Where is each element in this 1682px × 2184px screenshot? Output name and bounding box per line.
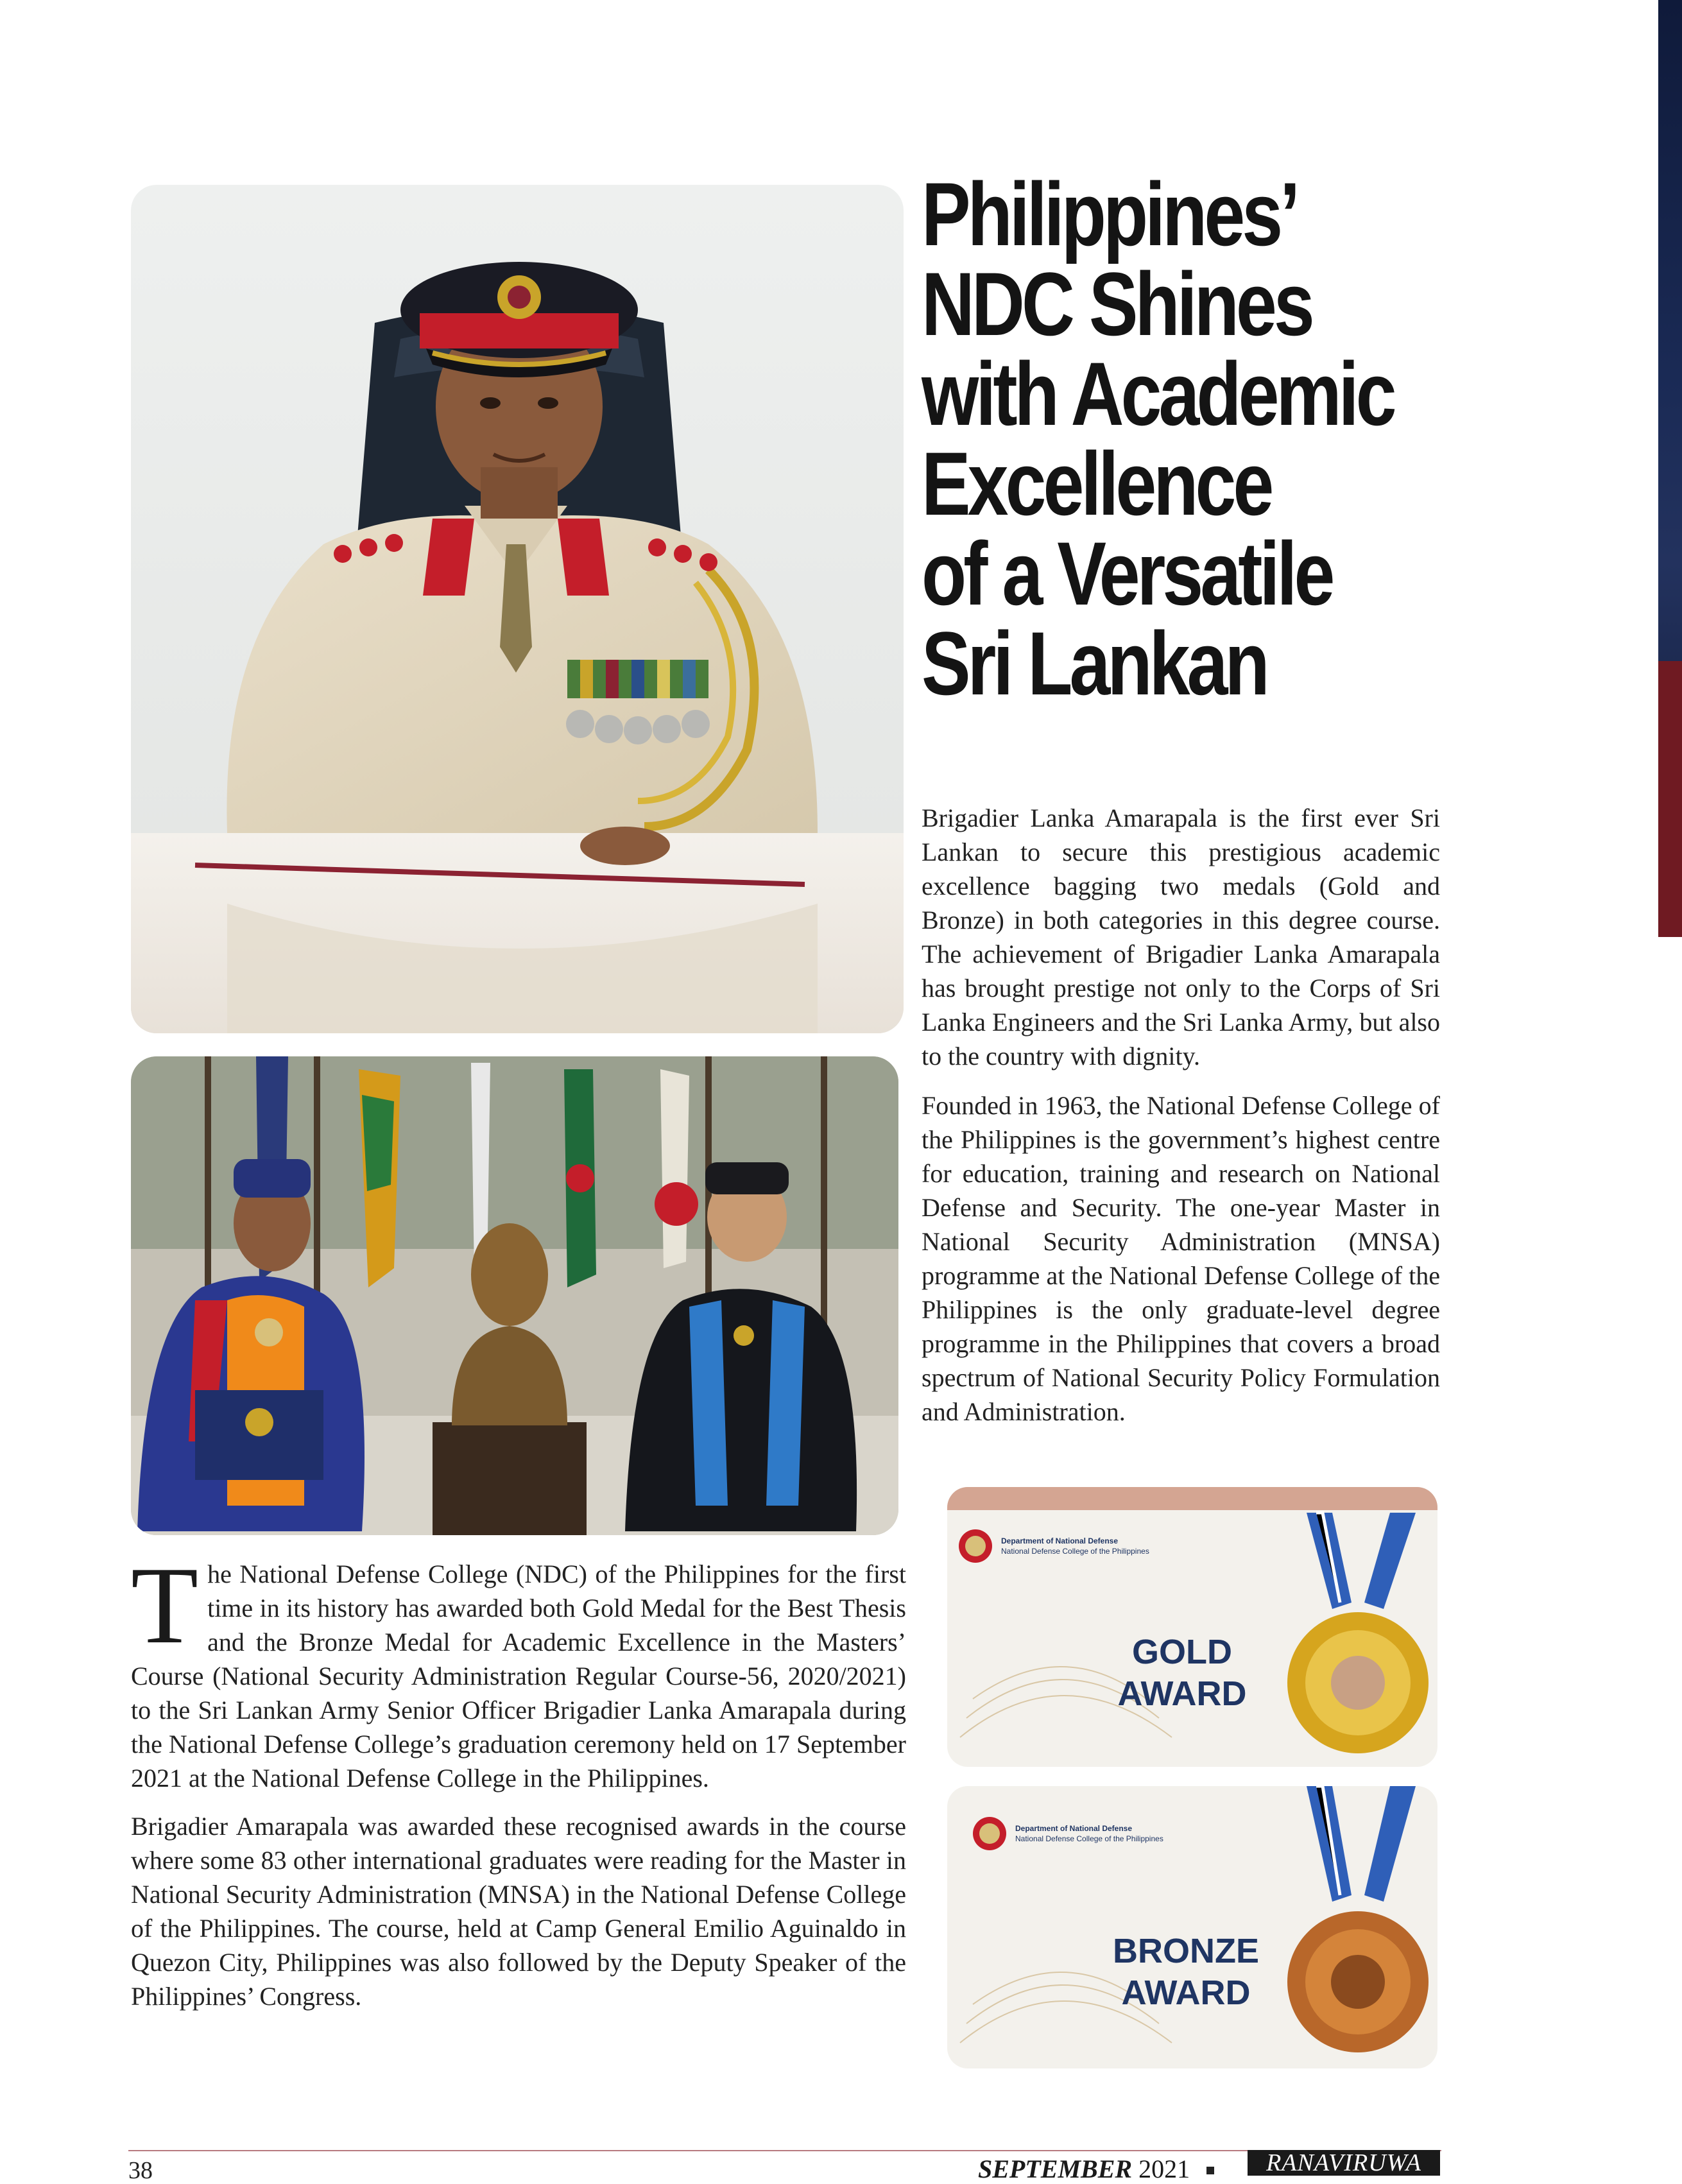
award-card-header-2: National Defense College of the Philippines	[1015, 1834, 1163, 1843]
page-number: 38	[128, 2157, 153, 2184]
edge-color-strip	[1658, 0, 1682, 937]
issue-month: SEPTEMBER	[978, 2154, 1133, 2183]
bronze-award-line1: BRONZE	[1113, 1932, 1259, 1970]
headline-line: Philippines’	[922, 164, 1298, 264]
lead-paragraph-text: he National Defense College (NDC) of the Philippines for the first time in its history has awarded both Gold Medal for the Best Thesis and the Bronze Medal for Academic Excellence in the Masters’ Course (National Security Administration Regular Course-56, 2020/2021) to the Sri Lankan Army Senior Officer Brigadier Lanka Amarapala during the National Defense College’s graduation ceremony held on 17 September 2021 at the National Defense College in the Philippines.	[131, 1560, 906, 1793]
bronze-award-line2: AWARD	[1121, 1973, 1251, 2012]
lead-paragraph	[131, 1545, 906, 1795]
headline-line: with Academic	[922, 343, 1394, 444]
article-headline	[922, 164, 1394, 714]
left-column-text	[131, 1545, 906, 2027]
gold-award-photo	[947, 1487, 1437, 1767]
footer-bullet	[1206, 2167, 1214, 2174]
award-card-header-1: Department of National Defense	[1015, 1824, 1133, 1833]
body-paragraph: Founded in 1963, the National Defense College of the Philippines is the government’s highest centre for education, training and research on National Defense and Security. The one-year Master in National Security Administration (MNSA) programme at the National Defense College of the Philippines is the only graduate-level degree programme in the Philippines that covers a broad spectrum of National Security Policy Formulation and Administration.	[922, 1091, 1440, 1426]
magazine-name: RANAVIRUWA	[1248, 2150, 1440, 2176]
footer-rule	[128, 2150, 1441, 2151]
issue-year: 2021	[1138, 2154, 1190, 2183]
issue-date	[978, 2155, 1190, 2183]
gold-award-line2: AWARD	[1117, 1674, 1247, 1713]
headline-line: Sri Lankan	[922, 613, 1267, 714]
headline-line: NDC Shines	[922, 254, 1312, 354]
headline-line: Excellence	[922, 433, 1271, 534]
officer-portrait-photo	[131, 185, 904, 1033]
gold-award-line1: GOLD	[1132, 1633, 1232, 1671]
award-card-header-1: Department of National Defense	[1001, 1536, 1119, 1545]
graduation-ceremony-photo	[131, 1056, 898, 1535]
body-paragraph: Brigadier Lanka Amarapala is the first ever Sri Lankan to secure this prestigious academic excellence bagging two medals (Gold and Bronze) in both categories in this degree course. The achievement of Brigadier Lanka Amarapala has brought prestige not only to the Corps of Sri Lanka Engineers and the Sri Lanka Army, but also to the country with dignity.	[922, 804, 1440, 1071]
bronze-award-photo	[947, 1786, 1437, 2068]
drop-cap: T	[131, 1545, 199, 1667]
body-paragraph: Brigadier Amarapala was awarded these recognised awards in the course where some 83 other international graduates were reading for the Master in National Security Administration (MNSA) in the National Defense College of the Philippines. The course, held at Camp General Emilio Aguinaldo in Quezon City, Philippines was also followed by the Deputy Speaker of the Philippines’ Congress.	[131, 1812, 906, 2011]
award-card-header-2: National Defense College of the Philippines	[1001, 1547, 1149, 1556]
right-column-text	[922, 801, 1440, 1444]
headline-line: of a Versatile	[922, 523, 1332, 624]
